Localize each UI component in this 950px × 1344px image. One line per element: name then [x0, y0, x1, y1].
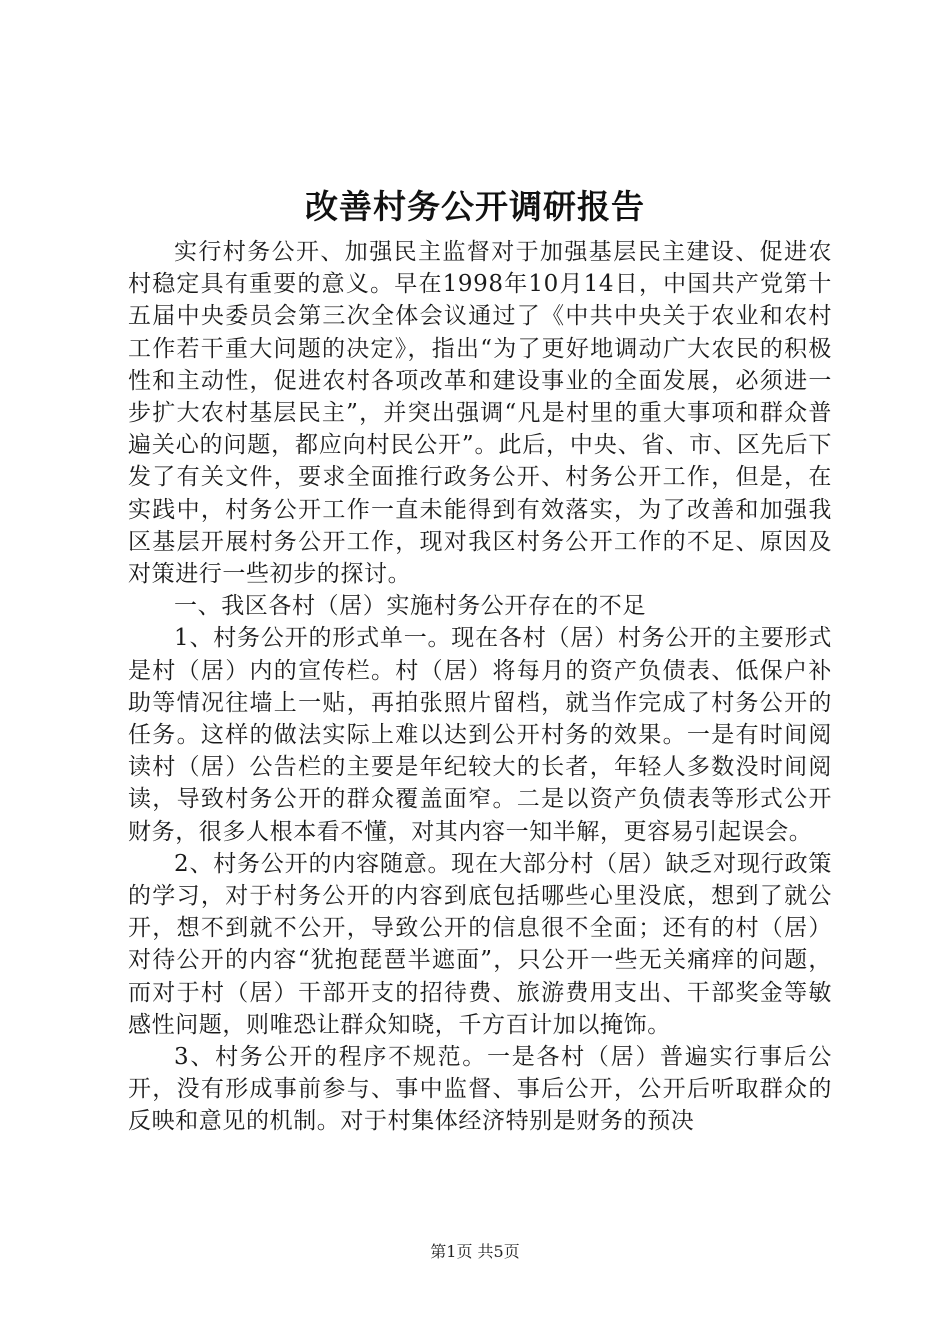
paragraph-point-2: 2、村务公开的内容随意。现在大部分村（居）缺乏对现行政策的学习，对于村务公开的内容到底包括哪些心里没底，想到了就公开，想不到就不公开，导致公开的信息很不全面；还有的村（居）对待公开的内容“犹抱琵琶半遮面”，只公开一些无关痛痒的问题，而对于村（居）干部开支的招待费、旅游费用支出、干部奖金等敏感性问题，则唯恐让群众知晓，千方百计加以掩饰。	[128, 850, 832, 1038]
document-body	[128, 236, 832, 1138]
paragraph-intro: 实行村务公开、加强民主监督对于加强基层民主建设、促进农村稳定具有重要的意义。早在1998年10月14日，中国共产党第十五届中央委员会第三次全体会议通过了《中共中央关于农业和农村工作若干重大问题的决定》，指出“为了更好地调动广大农民的积极性和主动性，促进农村各项改革和建设事业的全面发展，必须进一步扩大农村基层民主”，并突出强调“凡是村里的重大事项和群众普遍关心的问题，都应向村民公开”。此后，中央、省、市、区先后下发了有关文件，要求全面推行政务公开、村务公开工作，但是，在实践中，村务公开工作一直未能得到有效落实，为了改善和加强我区基层开展村务公开工作，现对我区村务公开工作的不足、原因及对策进行一些初步的探讨。	[128, 239, 832, 588]
document-title: 改善村务公开调研报告	[305, 187, 645, 226]
page-number-footer: 第1页 共5页	[430, 1242, 520, 1261]
paragraph-point-1: 1、村务公开的形式单一。现在各村（居）村务公开的主要形式是村（居）内的宣传栏。村（居）将每月的资产负债表、低保户补助等情况往墙上一贴，再拍张照片留档，就当作完成了村务公开的任务。这样的做法实际上难以达到公开村务的效果。一是有时间阅读村（居）公告栏的主要是年纪较大的长者，年轻人多数没时间阅读，导致村务公开的群众覆盖面窄。二是以资产负债表等形式公开财务，很多人根本看不懂，对其内容一知半解，更容易引起误会。	[128, 625, 832, 845]
section-heading-1: 一、我区各村（居）实施村务公开存在的不足	[174, 593, 646, 620]
paragraph-point-3: 3、村务公开的程序不规范。一是各村（居）普遍实行事后公开，没有形成事前参与、事中监督、事后公开，公开后听取群众的反映和意见的机制。对于村集体经济特别是财务的预决	[128, 1044, 832, 1135]
